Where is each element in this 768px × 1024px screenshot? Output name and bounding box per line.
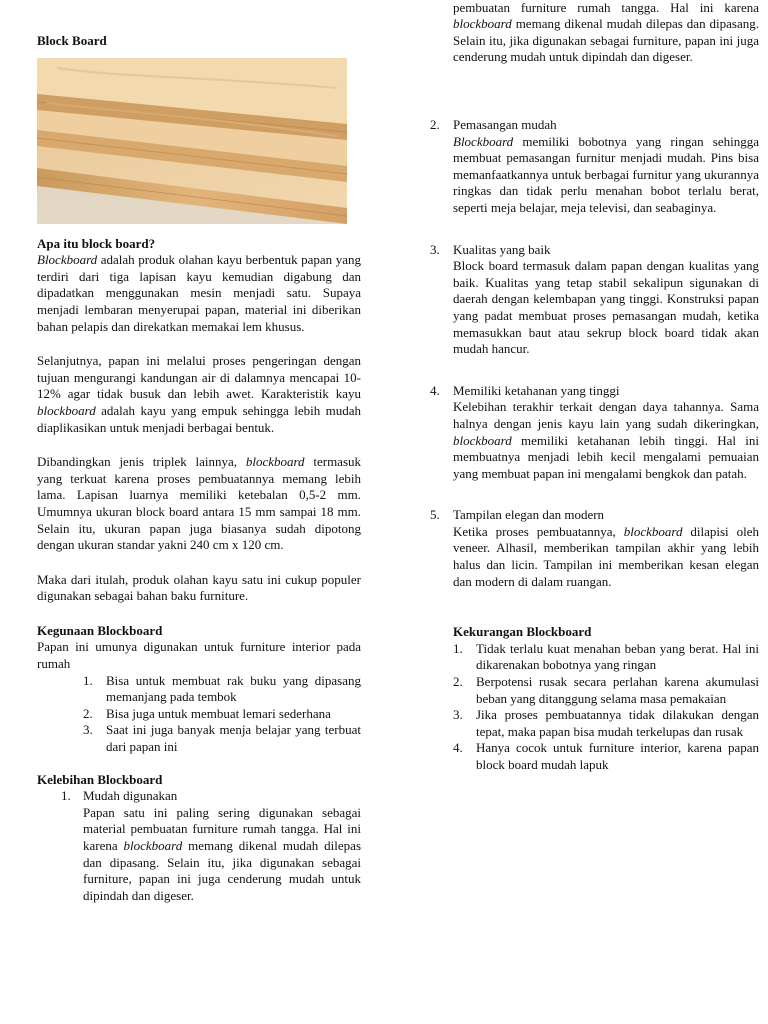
list-item: 4. Hanya cocok untuk furniture interior, karena papan block board mudah lapuk: [453, 740, 759, 772]
intro-paragraph-2: Selanjutnya, papan ini melalui proses pengeringan dengan tujuan mengurangi kandungan air di dalamnya mencapai 10-12% agar tidak busuk dan lebih awet. Karakteristik kayu blockboard adalah kayu yang empuk sehingga lebih mudah diaplikasikan untuk menjadi berbagai bentuk.: [37, 353, 361, 435]
document-title: Block Board: [37, 33, 107, 48]
kelebihan-list-cont: [430, 117, 759, 590]
block-board-photo: [37, 58, 347, 224]
intro-paragraph-1: Blockboard adalah produk olahan kayu berbentuk papan yang terdiri dari tiga lapisan kayu kemudian digabung dan dipadatkan menggunakan mesin menjadi satu. Supaya menjadi lembaran menyerupai papan, material ini diberikan bahan pelapis dan direkatkan memakai lem khusus.: [37, 252, 361, 334]
section-heading-kelebihan: Kelebihan Blockboard: [37, 771, 163, 787]
kelebihan-list-start: [61, 788, 362, 903]
list-item: 2. Berpotensi rusak secara perlahan karena akumulasi beban yang ditanggung selama masa pemakaian: [453, 674, 759, 706]
intro-paragraph-4: Maka dari itulah, produk olahan kayu satu ini cukup populer digunakan sebagai bahan baku furniture.: [37, 571, 361, 604]
section-heading-kekurangan: Kekurangan Blockboard: [453, 624, 592, 640]
intro-paragraph-3: Dibandingkan jenis triplek lainnya, blockboard termasuk yang terkuat karena proses pembuatannya memang lebih lama. Lapisan luarnya memiliki ketebalan 0,5-2 mm. Umumnya ukuran block board antara 15 mm sampai 18 mm. Selain itu, ukuran papan juga biasanya sudah dipotong dengan ukuran standar yakni 240 cm x 120 cm.: [37, 454, 362, 553]
kelebihan-1-title: Mudah digunakan: [83, 788, 178, 804]
left-column: [37, 33, 362, 903]
kelebihan-1-continued: pembuatan furniture rumah tangga. Hal ini karena blockboard memang dikenal mudah dilepas dan dipasang. Selain itu, jika digunakan sebagai furniture, papan ini juga cenderung mudah untuk dipindah dan digeser.: [453, 0, 759, 65]
list-item: 3. Jika proses pembuatannya tidak dilakukan dengan tepat, maka papan bisa mudah terkelupas dan rusak: [453, 707, 759, 739]
list-item: 1. Bisa untuk membuat rak buku yang dipasang memanjang pada tembok: [83, 672, 361, 705]
kekurangan-list: [453, 641, 759, 774]
list-item: 1. Mudah digunakan Papan satu ini paling sering digunakan sebagai material pembuatan furniture rumah tangga. Hal ini karena blockboard memang dikenal mudah dilepas dan dipasang. Selain itu, jika digunakan sebagai furniture, papan ini juga cenderung mudah untuk dipindah dan digeser.: [61, 788, 362, 903]
list-item: 1. Tidak terlalu kuat menahan beban yang berat. Hal ini dikarenakan bobotnya yang ringan: [453, 640, 759, 673]
kelebihan-1-text: Papan satu ini paling sering digunakan sebagai material pembuatan furniture rumah tangga. Hal ini karena blockboard memang dikenal mudah dilepas dan dipasang. Selain itu, jika digunakan sebagai furniture, papan ini juga cenderung mudah untuk dipindah dan digeser.: [83, 804, 362, 903]
kegunaan-intro: Papan ini umunya digunakan untuk furniture interior pada rumah: [37, 639, 361, 672]
list-item: 2. Bisa juga untuk membuat lemari sederhana: [83, 705, 331, 721]
section-heading-intro: Apa itu block board?: [37, 235, 156, 251]
section-heading-kegunaan: Kegunaan Blockboard: [37, 622, 163, 638]
list-item: 2. Pemasangan mudah Blockboard memiliki bobotnya yang ringan sehingga membuat pemasangan furnitur menjadi mudah. Pins bisa memanfaatkannya untuk berbagai furnitur yang ukurannya ringkas dan tidak perlu menahan bobot terlalu berat, seperti meja belajar, meja televisi, dan seabaginya.: [430, 117, 759, 215]
right-column: [430, 0, 759, 774]
list-item: 3. Kualitas yang baik Block board termasuk dalam papan dengan kualitas yang baik. Kualitas yang tetap stabil sekalipun sigunakan di daerah dengan kelembapan yang tinggi. Konstruksi papan yang padat membuat proses pemasangan mudah, ketika memasukkan baut atau sekrup block board tidak akan mudah hancur.: [430, 241, 759, 357]
list-item: 3. Saat ini juga banyak menja belajar yang terbuat dari papan ini: [83, 722, 361, 755]
kegunaan-list: [83, 673, 361, 756]
list-item: 4. Memiliki ketahanan yang tinggi Kelebihan terakhir terkait dengan daya tahannya. Sama halnya dengan jenis kayu lain yang sudah dikeringkan, blockboard memiliki ketahanan lebih tinggi. Hal ini membuatnya menjadi lebih kecil mengalami pemuaian yang membuat papan ini mengalami bengkok dan patah.: [430, 382, 759, 481]
list-item: 5. Tampilan elegan dan modern Ketika proses pembuatannya, blockboard dilapisi oleh veneer. Alhasil, memberikan tampilan akhir yang lebih halus dan licin. Tampilan ini memberikan kesan elegan dan modern di dalam ruangan.: [430, 507, 759, 589]
